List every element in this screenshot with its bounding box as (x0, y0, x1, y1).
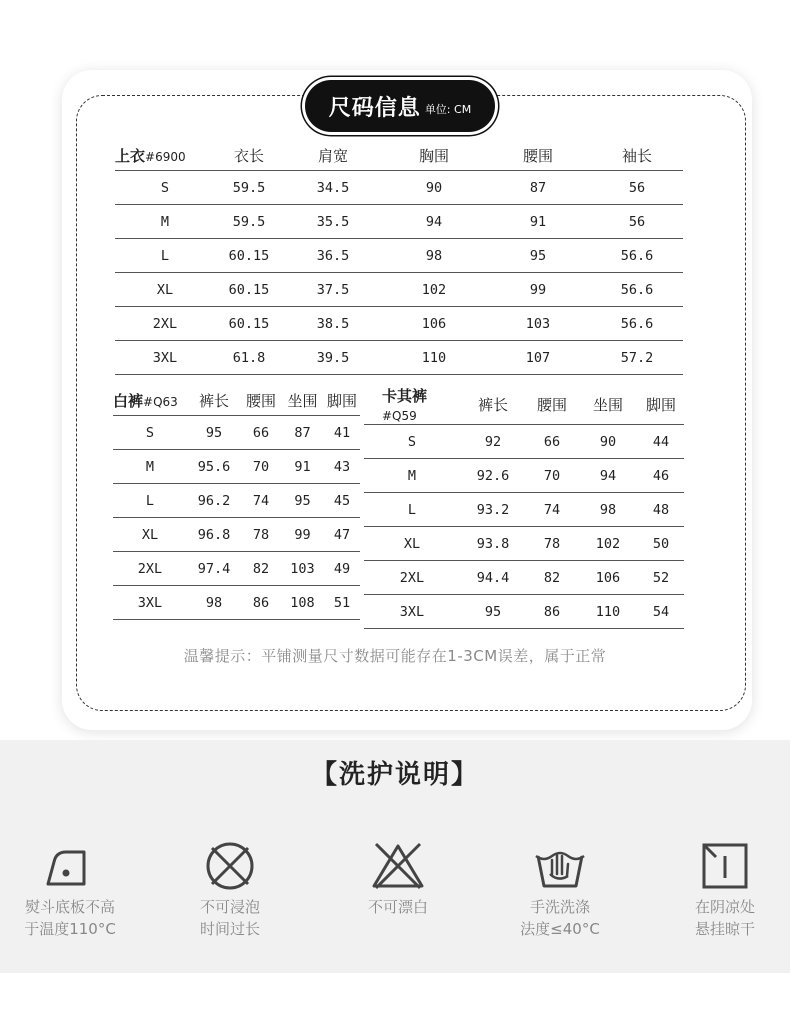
value-cell: 74 (526, 493, 578, 527)
value-cell: 93.2 (460, 493, 526, 527)
white-pants-row (113, 450, 360, 484)
size-cell: L (364, 493, 460, 527)
size-cell: XL (364, 527, 460, 561)
care-item-hang-dry-shade (655, 840, 790, 940)
value-cell: 90 (383, 171, 485, 205)
tops-name: 上衣 (115, 146, 146, 165)
column-header: 袖长 (591, 140, 683, 171)
khaki-pants-row (364, 527, 684, 561)
care-label: 不可漂白 (367, 898, 428, 916)
size-cell: 3XL (364, 595, 460, 629)
value-cell: 94.4 (460, 561, 526, 595)
tops-row (115, 205, 683, 239)
value-cell: 52 (638, 561, 684, 595)
size-cell: L (113, 484, 187, 518)
no-bleach-icon (368, 840, 428, 892)
value-cell: 87 (485, 171, 591, 205)
value-cell: 38.5 (283, 307, 383, 341)
value-cell: 99 (485, 273, 591, 307)
value-cell: 56 (591, 171, 683, 205)
white-pants-header-row (113, 385, 360, 416)
value-cell: 82 (526, 561, 578, 595)
value-cell: 87 (281, 416, 324, 450)
care-item-hand-wash (490, 840, 630, 940)
value-cell: 47 (324, 518, 360, 552)
size-cell: XL (115, 273, 215, 307)
tops-code: #6900 (145, 149, 186, 164)
size-cell: L (115, 239, 215, 273)
value-cell: 51 (324, 586, 360, 620)
tops-row (115, 307, 683, 341)
iron-icon (40, 840, 100, 892)
value-cell: 94 (383, 205, 485, 239)
value-cell: 56.6 (591, 273, 683, 307)
value-cell: 91 (485, 205, 591, 239)
column-header: 衣长 (215, 140, 283, 171)
khaki-pants-code: #Q59 (382, 409, 417, 423)
value-cell: 60.15 (215, 273, 283, 307)
value-cell: 49 (324, 552, 360, 586)
tops-header-row (115, 140, 683, 171)
no-soak-icon (200, 840, 260, 892)
value-cell: 56.6 (591, 307, 683, 341)
size-info-title: 尺码信息 (328, 95, 421, 121)
value-cell: 102 (578, 527, 638, 561)
white-pants-row (113, 518, 360, 552)
white-pants-row (113, 552, 360, 586)
value-cell: 48 (638, 493, 684, 527)
size-cell: XL (113, 518, 187, 552)
column-header: 脚围 (638, 385, 684, 425)
value-cell: 108 (281, 586, 324, 620)
unit-label: 单位: CM (424, 103, 472, 116)
white-pants-row (113, 416, 360, 450)
value-cell: 57.2 (591, 341, 683, 375)
size-cell: 3XL (115, 341, 215, 375)
white-pants-row (113, 586, 360, 620)
value-cell: 93.8 (460, 527, 526, 561)
khaki-pants-row (364, 561, 684, 595)
value-cell: 59.5 (215, 205, 283, 239)
khaki-pants-size-table (364, 385, 684, 629)
value-cell: 110 (578, 595, 638, 629)
white-pants-name-header (113, 385, 187, 416)
value-cell: 46 (638, 459, 684, 493)
column-header: 胸围 (383, 140, 485, 171)
size-cell: S (113, 416, 187, 450)
care-title: 【洗护说明】 (310, 760, 479, 790)
value-cell: 86 (241, 586, 281, 620)
white-pants-size-table (113, 385, 360, 620)
care-label: 手洗洗涤 法度≤40°C (520, 898, 600, 938)
value-cell: 95 (187, 416, 241, 450)
size-cell: 2XL (113, 552, 187, 586)
care-label: 熨斗底板不高 于温度110°C (24, 898, 116, 938)
value-cell: 74 (241, 484, 281, 518)
care-label: 不可浸泡 时间过长 (199, 898, 260, 938)
value-cell: 92 (460, 425, 526, 459)
care-item-no-bleach (328, 840, 468, 918)
value-cell: 86 (526, 595, 578, 629)
value-cell: 35.5 (283, 205, 383, 239)
khaki-pants-row (364, 425, 684, 459)
value-cell: 70 (526, 459, 578, 493)
column-header: 腰围 (485, 140, 591, 171)
value-cell: 110 (383, 341, 485, 375)
value-cell: 102 (383, 273, 485, 307)
value-cell: 103 (485, 307, 591, 341)
column-header: 裤长 (460, 385, 526, 425)
size-cell: S (115, 171, 215, 205)
value-cell: 96.2 (187, 484, 241, 518)
care-section (0, 740, 790, 973)
value-cell: 78 (526, 527, 578, 561)
khaki-pants-row (364, 595, 684, 629)
value-cell: 61.8 (215, 341, 283, 375)
value-cell: 95 (281, 484, 324, 518)
care-label: 在阴凉处 悬挂晾干 (694, 898, 755, 938)
value-cell: 98 (578, 493, 638, 527)
tops-row (115, 239, 683, 273)
tops-row (115, 341, 683, 375)
value-cell: 98 (383, 239, 485, 273)
value-cell: 99 (281, 518, 324, 552)
value-cell: 97.4 (187, 552, 241, 586)
khaki-pants-name-header (364, 385, 460, 425)
value-cell: 96.8 (187, 518, 241, 552)
hand-wash-icon (530, 840, 590, 892)
value-cell: 95 (460, 595, 526, 629)
size-info-badge (305, 80, 495, 132)
value-cell: 103 (281, 552, 324, 586)
value-cell: 56 (591, 205, 683, 239)
measurement-tip: 温馨提示：平铺测量尺寸数据可能存在1-3CM误差，属于正常 (183, 647, 607, 665)
size-cell: S (364, 425, 460, 459)
value-cell: 98 (187, 586, 241, 620)
value-cell: 56.6 (591, 239, 683, 273)
column-header: 脚围 (324, 385, 360, 416)
column-header: 坐围 (281, 385, 324, 416)
khaki-pants-row (364, 493, 684, 527)
value-cell: 95.6 (187, 450, 241, 484)
tops-row (115, 273, 683, 307)
value-cell: 94 (578, 459, 638, 493)
value-cell: 70 (241, 450, 281, 484)
tops-row (115, 171, 683, 205)
value-cell: 95 (485, 239, 591, 273)
khaki-pants-row (364, 459, 684, 493)
column-header: 裤长 (187, 385, 241, 416)
size-cell: M (113, 450, 187, 484)
value-cell: 45 (324, 484, 360, 518)
value-cell: 106 (383, 307, 485, 341)
value-cell: 50 (638, 527, 684, 561)
value-cell: 43 (324, 450, 360, 484)
value-cell: 92.6 (460, 459, 526, 493)
value-cell: 66 (526, 425, 578, 459)
value-cell: 36.5 (283, 239, 383, 273)
value-cell: 91 (281, 450, 324, 484)
value-cell: 59.5 (215, 171, 283, 205)
column-header: 坐围 (578, 385, 638, 425)
value-cell: 107 (485, 341, 591, 375)
value-cell: 82 (241, 552, 281, 586)
value-cell: 78 (241, 518, 281, 552)
value-cell: 39.5 (283, 341, 383, 375)
value-cell: 37.5 (283, 273, 383, 307)
hang-dry-shade-icon (695, 840, 755, 892)
value-cell: 34.5 (283, 171, 383, 205)
value-cell: 106 (578, 561, 638, 595)
tops-size-table (115, 140, 683, 375)
size-cell: M (364, 459, 460, 493)
value-cell: 66 (241, 416, 281, 450)
column-header: 腰围 (241, 385, 281, 416)
value-cell: 60.15 (215, 239, 283, 273)
column-header: 腰围 (526, 385, 578, 425)
care-item-no-soak (160, 840, 300, 940)
size-cell: 3XL (113, 586, 187, 620)
value-cell: 90 (578, 425, 638, 459)
care-item-iron (0, 840, 140, 940)
size-cell: M (115, 205, 215, 239)
white-pants-row (113, 484, 360, 518)
value-cell: 44 (638, 425, 684, 459)
tops-name-header (115, 140, 215, 171)
column-header: 肩宽 (283, 140, 383, 171)
khaki-pants-header-row (364, 385, 684, 425)
khaki-pants-name: 卡其裤 (382, 387, 428, 405)
value-cell: 54 (638, 595, 684, 629)
white-pants-code: #Q63 (143, 394, 178, 409)
value-cell: 41 (324, 416, 360, 450)
value-cell: 60.15 (215, 307, 283, 341)
white-pants-name: 白裤 (113, 391, 144, 410)
size-cell: 2XL (115, 307, 215, 341)
size-cell: 2XL (364, 561, 460, 595)
